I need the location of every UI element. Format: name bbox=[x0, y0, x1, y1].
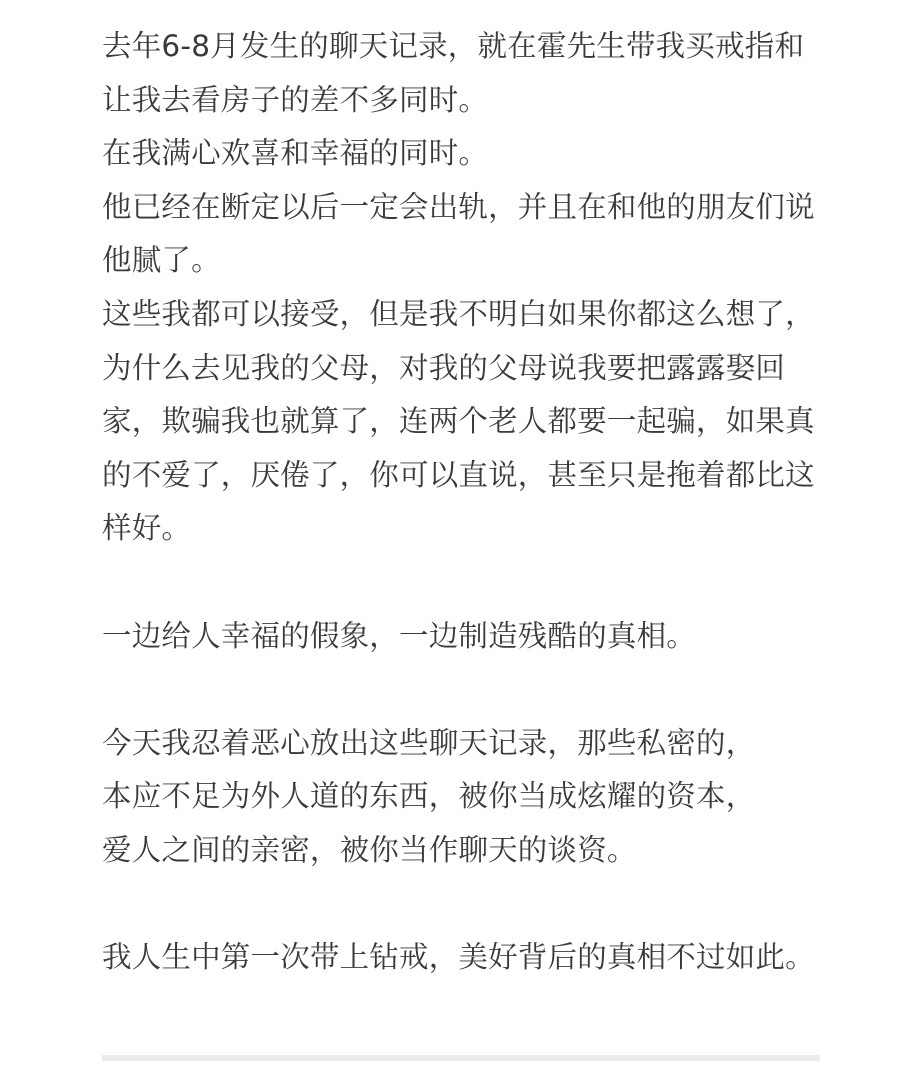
bottom-divider bbox=[102, 1055, 820, 1061]
paragraph-cheating: 他已经在断定以后一定会出轨，并且在和他的朋友们说他腻了。 bbox=[102, 189, 815, 278]
article-body bbox=[102, 20, 822, 985]
paragraph-release-records bbox=[102, 717, 822, 878]
paragraph-line: 爱人之间的亲密，被你当作聊天的谈资。 bbox=[102, 832, 637, 867]
paragraph-deception: 这些我都可以接受，但是我不明白如果你都这么想了，为什么去见我的父母，对我的父母说我要把露露娶回家，欺骗我也就算了，连两个老人都要一起骗，如果真的不爱了，厌倦了，你可以直说，甚至只是拖着都比这样好。 bbox=[102, 296, 815, 546]
paragraph-line: 今天我忍着恶心放出这些聊天记录，那些私密的， bbox=[102, 725, 756, 760]
paragraph-happiness: 在我满心欢喜和幸福的同时。 bbox=[102, 136, 489, 171]
paragraph-spacer bbox=[102, 878, 822, 932]
paragraph-diamond-ring: 我人生中第一次带上钻戒，美好背后的真相不过如此。 bbox=[102, 940, 815, 975]
paragraph-spacer bbox=[102, 556, 822, 610]
paragraph-chat-record-timing: 去年6-8月发生的聊天记录，就在霍先生带我买戒指和让我去看房子的差不多同时。 bbox=[102, 29, 805, 117]
paragraph-spacer bbox=[102, 663, 822, 717]
paragraph-illusion: 一边给人幸福的假象，一边制造残酷的真相。 bbox=[102, 618, 697, 653]
paragraph-line: 本应不足为外人道的东西，被你当成炫耀的资本， bbox=[102, 779, 756, 814]
